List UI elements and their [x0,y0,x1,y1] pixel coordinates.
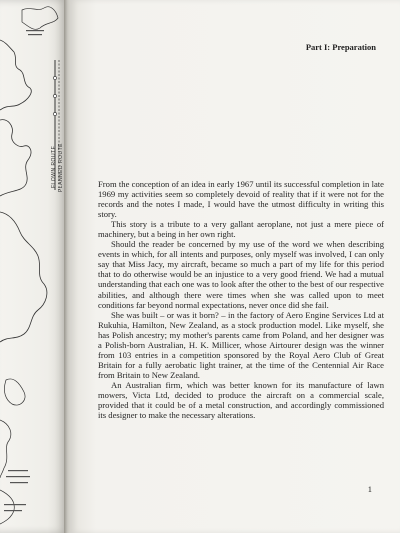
page-number: 1 [367,484,372,494]
part-heading: Part I: Preparation [305,42,376,52]
left-page-map [0,0,68,533]
paragraph-5: An Australian firm, which was better known for its manufacture of lawn mowers, Victa Ltd, decided to produce the aircraft on a commercial scale, provided that it could be of a metal construction, and accordingly commissioned its designer to make the necessary alterations. [98,379,384,421]
paragraph-2: This story is a tribute to a very gallant aeroplane, not just a mere piece of machinery, but a being in her own right. [98,219,384,240]
paragraph-4: She was built – or was it born? – in the factory of Aero Engine Services Ltd at Rukuhia, Hamilton, New Zealand, as a stock production model. Like myself, she has Polish ancestry; my mother's parents came from Poland, and her designer was a Polish-born Australian, H. K. Millicer, whose Airtourer design was the winner from 103 entries in a competition sponsored by the Royal Aero Club of Great Britain for a fully aerobatic light trainer, at the time of the Centennial Air Race from Britain to New Zealand. [98,309,384,380]
body-text [98,179,384,420]
flown-route-label: FLOWN ROUTE [51,145,57,188]
planned-route-label: PLANNED ROUTE [58,142,64,192]
paragraph-3: Should the reader be concerned by my use of the word we when describing events in which, for all intents and purposes, only myself was involved, I can only say that Miss Jacy, my aircraft, became so much a part of my life for this period that to do otherwise would be an injustice to a very good friend. We had a mutual understanding that each one was to look after the other to the best of our respective abilities, and although there were times when she was called upon to meet conditions far beyond normal expectations, never once did she fail. [98,239,384,310]
right-page [70,0,400,533]
paragraph-1: From the conception of an idea in early 1967 until its successful completion in late 1969 my activities seem so completely devoid of reality that if it were not for the records and the notes I made, I would have the utmost difficulty in writing this story. [98,179,384,220]
map-drawing [0,0,68,533]
